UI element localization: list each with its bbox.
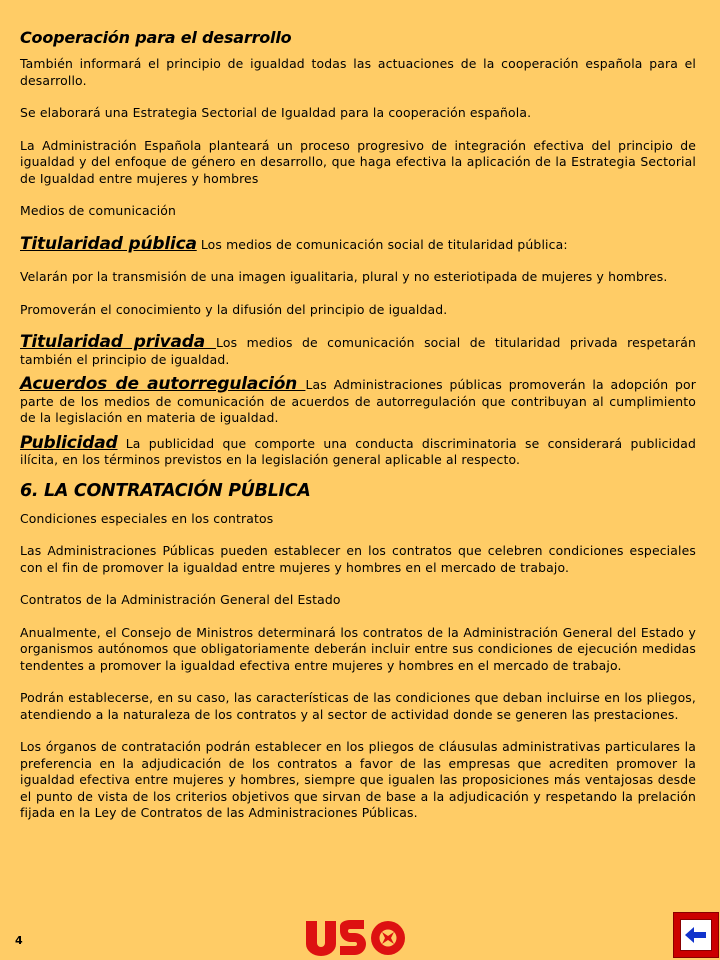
paragraph: La Administración Española planteará un proceso progresivo de integración efectiva del principio de igualdad y del enfoque de género en desarrollo, que haga efectiva la aplicación de la Estrategia Sectorial de Igualdad entre mujeres y hombres [20, 137, 696, 186]
paragraph-acuerdos [20, 376, 696, 427]
heading-titularidad-privada: Titularidad privada [20, 332, 217, 352]
paragraph: Se elaborará una Estrategia Sectorial de Igualdad para la cooperación española. [20, 105, 532, 120]
paragraph: También informará el principio de igualdad todas las actuaciones de la cooperación española para el desarrollo. [20, 56, 696, 88]
paragraph: Los órganos de contratación podrán establecer en los pliegos de cláusulas administrativas particulares la preferencia en la adjudicación de los contratos a favor de las empresas que acrediten promover la igualdad efectiva entre mujeres y hombres, siempre que igualen las proposiciones más ventajosas desde el punto de vista de los criterios objetivos que sirvan de base a la adjudicación y respetando la prelación fijada en la Ley de Contratos de las Administraciones Públicas. [20, 739, 696, 820]
back-arrow-icon [680, 919, 712, 951]
subheading-contratos: Contratos de la Administración General del Estado [20, 592, 341, 607]
paragraph-titularidad-publica [20, 233, 696, 254]
paragraph-text: Las Administraciones públicas promoverán la adopción por parte de los medios de comunicación de acuerdos de autorregulación que contribuyan al cumplimiento de la legislación en materia de igualdad. [20, 377, 696, 425]
back-button[interactable] [673, 912, 719, 958]
document-page [20, 28, 696, 822]
uso-logo [304, 918, 408, 958]
paragraph: Anualmente, el Consejo de Ministros determinará los contratos de la Administración General del Estado y organismos autónomos que obligatoriamente deberán incluir entre sus condiciones de ejecución medidas tendentes a promover la igualdad efectiva entre mujeres y hombres en el mercado de trabajo. [20, 624, 696, 673]
heading-acuerdos: Acuerdos de autorregulación [20, 374, 306, 394]
paragraph: Velarán por la transmisión de una imagen igualitaria, plural y no esteriotipada de mujeres y hombres. [20, 269, 668, 284]
paragraph-text: Los medios de comunicación social de titularidad pública: [196, 236, 568, 252]
subheading-medios: Medios de comunicación [20, 203, 177, 218]
heading-titularidad-publica: Titularidad pública [20, 233, 197, 254]
paragraph-titularidad-privada [20, 334, 696, 368]
paragraph-text: Los medios de comunicación social de titularidad privada respetarán también el principio de igualdad. [20, 335, 696, 367]
paragraph: Promoverán el conocimiento y la difusión del principio de igualdad. [20, 301, 448, 317]
page-number: 4 [15, 934, 23, 947]
heading-publicidad: Publicidad [20, 432, 118, 453]
paragraph-publicidad [20, 432, 696, 469]
subheading-condiciones: Condiciones especiales en los contratos [20, 510, 274, 526]
section-title-contratacion: 6. LA CONTRATACIÓN PÚBLICA [20, 480, 311, 501]
section-title-cooperacion: Cooperación para el desarrollo [20, 28, 292, 47]
paragraph: Las Administraciones Públicas pueden establecer en los contratos que celebren condiciones especiales con el fin de promover la igualdad entre mujeres y hombres en el mercado de trabajo. [20, 543, 696, 575]
paragraph: Podrán establecerse, en su caso, las características de las condiciones que deban incluirse en los pliegos, atendiendo a la naturaleza de los contratos y al sector de actividad donde se generen las prestaciones. [20, 690, 696, 722]
paragraph-text: La publicidad que comporte una conducta discriminatoria se considerará publicidad ilícita, en los términos previstos en la legislación general aplicable al respecto. [20, 435, 696, 467]
